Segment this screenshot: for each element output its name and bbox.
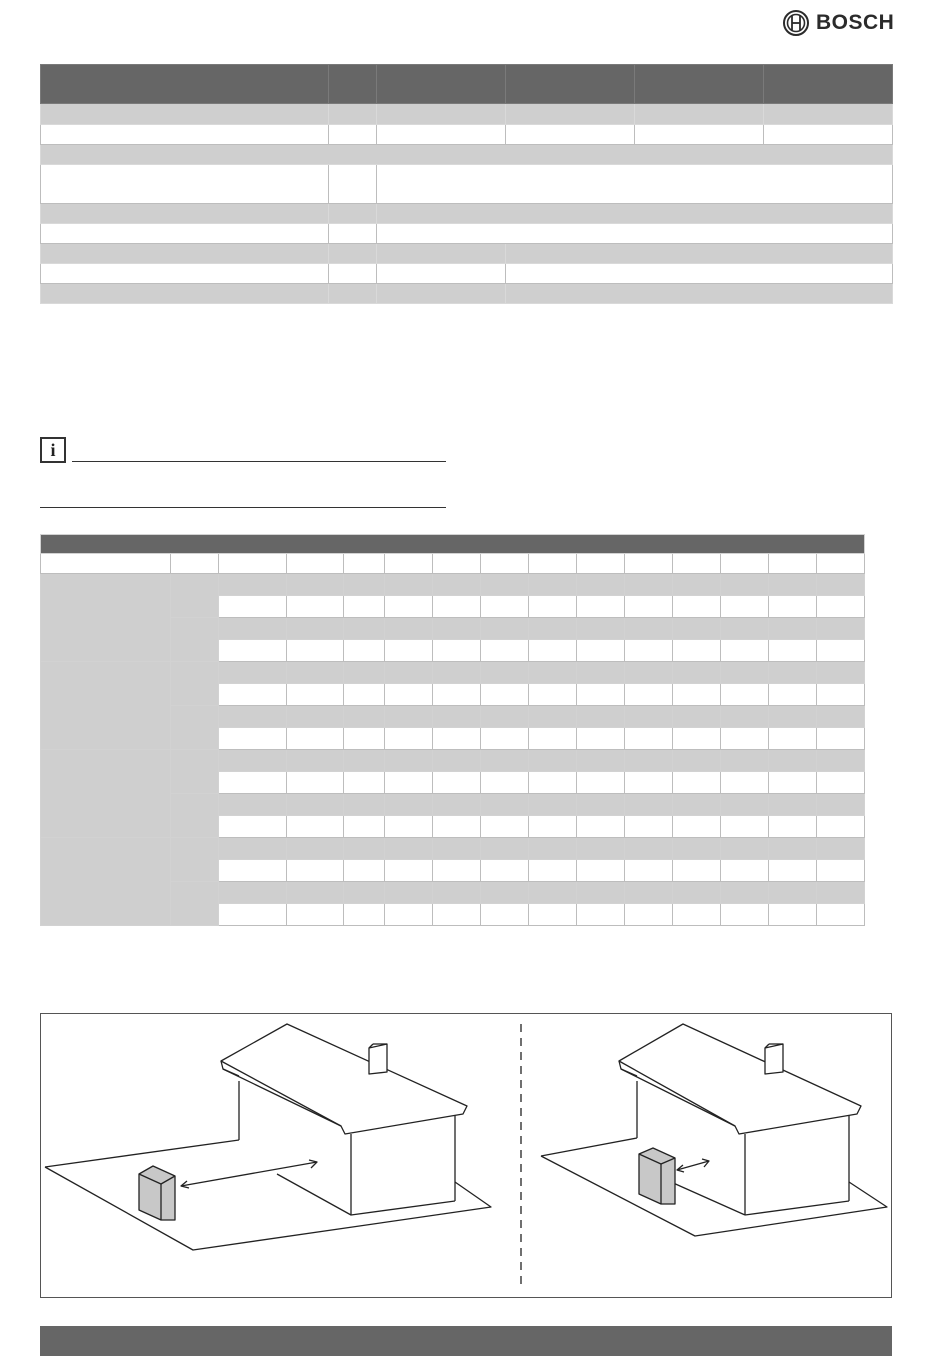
table-header-row	[41, 535, 865, 554]
table-header-row	[41, 65, 893, 104]
bosch-logo	[782, 8, 897, 38]
table-row	[41, 838, 865, 860]
table-row	[41, 264, 893, 284]
subgroup-label-cell	[171, 838, 219, 882]
outdoor-unit-icon	[139, 1166, 175, 1220]
table-section-row	[41, 145, 893, 165]
subgroup-label-cell	[171, 882, 219, 926]
brand-name: BOSCH	[816, 11, 895, 34]
subgroup-label-cell	[171, 662, 219, 706]
subgroup-label-cell	[171, 794, 219, 838]
table-row	[41, 224, 893, 244]
group-label-cell	[41, 838, 171, 926]
distance-arrow-icon	[677, 1159, 709, 1172]
footer-bar	[40, 1326, 892, 1356]
group-label-cell	[41, 574, 171, 662]
table-row	[41, 204, 893, 224]
table-row	[41, 165, 893, 204]
house-icon	[45, 1024, 491, 1250]
distance-arrow-icon	[181, 1160, 317, 1188]
note-divider-top	[72, 461, 446, 462]
table-row	[41, 284, 893, 304]
house-icon	[541, 1024, 887, 1236]
group-label-cell	[41, 662, 171, 750]
table-row	[41, 574, 865, 596]
table-row	[41, 662, 865, 684]
bosch-armature-icon	[782, 9, 810, 37]
table-row	[41, 104, 893, 125]
header-cell	[41, 65, 329, 104]
table-row	[41, 750, 865, 772]
group-label-cell	[41, 750, 171, 838]
table-row	[41, 244, 893, 264]
subgroup-label-cell	[171, 574, 219, 618]
note-divider-bottom	[40, 507, 446, 508]
table-subheader-row	[41, 554, 865, 574]
subgroup-label-cell	[171, 618, 219, 662]
subgroup-label-cell	[171, 750, 219, 794]
installation-figure	[40, 1013, 892, 1298]
info-icon: i	[40, 437, 66, 463]
specification-table	[40, 64, 893, 304]
subgroup-label-cell	[171, 706, 219, 750]
data-matrix-table	[40, 534, 865, 926]
table-row	[41, 125, 893, 145]
outdoor-unit-icon	[639, 1148, 675, 1204]
installation-diagram	[41, 1014, 891, 1297]
